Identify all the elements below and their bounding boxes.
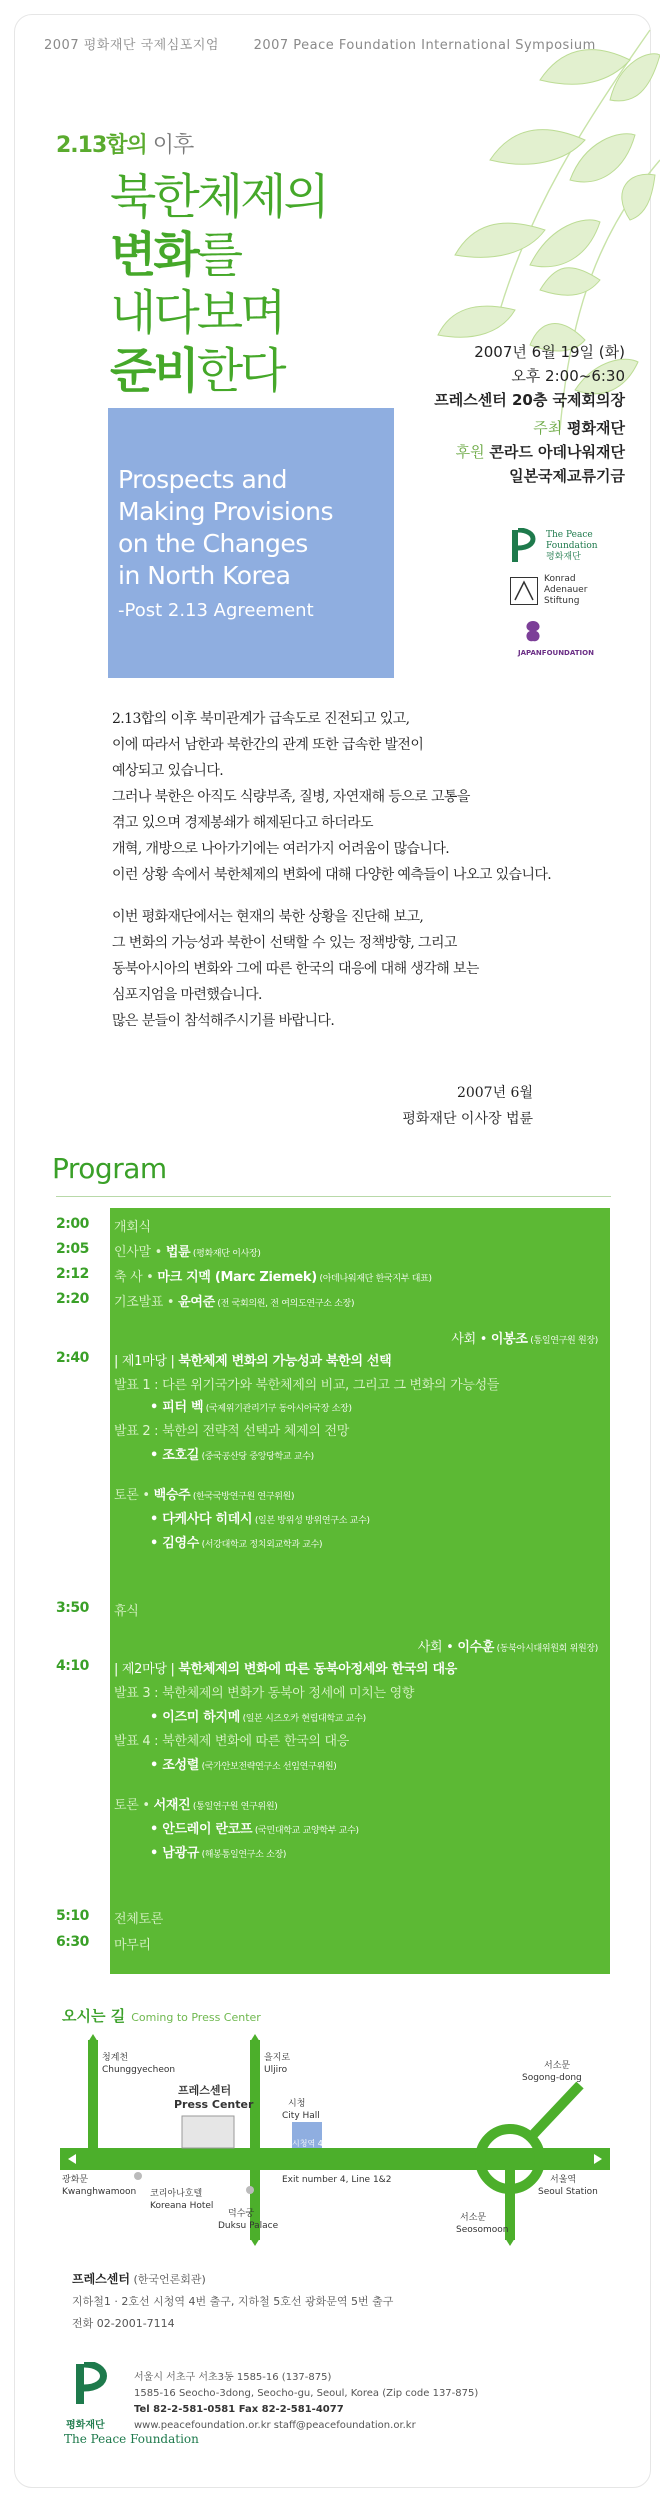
footer-contact <box>134 2370 478 2434</box>
chair-label: 사회 • <box>417 1640 458 1655</box>
pf-logo-line2: Foundation <box>546 540 598 551</box>
presenter: • 조성렬 <box>150 1758 200 1773</box>
program-row <box>150 1532 322 1551</box>
press-center-address <box>72 2268 393 2335</box>
japan-foundation-logo <box>510 617 650 657</box>
time-label: 2:40 <box>56 1350 89 1366</box>
presenter-org: (중국공산당 중앙당학교 교수) <box>199 1452 314 1462</box>
p2-line: 동북아시아의 변화와 그에 따른 한국의 대응에 대해 생각해 보는 <box>112 961 479 977</box>
row-speaker: 법륜 <box>165 1245 191 1260</box>
map-label: Seoul Station <box>538 2187 598 2197</box>
jf-logo-text: JAPANFOUNDATION <box>518 649 594 657</box>
english-line-2: Making Provisions <box>118 497 334 526</box>
press-center-building <box>182 2116 234 2148</box>
chair-label: 사회 • <box>451 1332 491 1347</box>
duksu-marker <box>246 2186 254 2194</box>
host-name: 평화재단 <box>567 419 625 437</box>
panelist-org: (해봉통일연구소 소장) <box>199 1850 287 1860</box>
panelist: 백승주 <box>153 1488 191 1503</box>
title-subheading <box>56 128 193 159</box>
map-label: 프레스센터 <box>178 2084 232 2097</box>
map-label: Uljiro <box>264 2065 288 2075</box>
presentation-title: 발표 1 : 다른 위기국가와 북한체제의 비교, 그리고 그 변화의 가능성들 <box>114 1378 500 1393</box>
english-title-box <box>108 408 394 678</box>
panelist: • 다케사다 히데시 <box>150 1512 253 1527</box>
program-row <box>150 1706 366 1725</box>
program-row <box>114 1600 139 1619</box>
row-text: 개회식 <box>114 1220 151 1235</box>
subtitle-after: 이후 <box>146 133 194 158</box>
sponsor-line <box>434 440 625 464</box>
koreana-marker <box>134 2172 142 2180</box>
program-divider <box>56 1196 611 1197</box>
program-schedule <box>110 1208 610 1974</box>
title-line2-a: 변화 <box>110 227 197 283</box>
chair-name: 이수훈 <box>457 1640 495 1655</box>
english-line-1: Prospects and <box>118 465 287 494</box>
sponsor-line-2 <box>434 464 625 488</box>
sign-name: 평화재단 이사장 법륜 <box>402 1111 533 1127</box>
map-label: Seosomoon <box>456 2225 509 2235</box>
program-row <box>114 1794 277 1813</box>
map-label: 덕수궁 <box>228 2209 255 2219</box>
road-uljiro <box>250 2040 260 2150</box>
program-row <box>150 1818 359 1837</box>
map-label: 시청 <box>288 2099 306 2109</box>
host-label: 주최 <box>533 419 563 437</box>
map-label: 광화문 <box>62 2175 89 2185</box>
footer-tel: Tel 82-2-581-0581 Fax 82-2-581-4077 <box>134 2404 344 2415</box>
panelist-org: (국민대학교 교양학부 교수) <box>252 1826 359 1836</box>
time-label: 5:10 <box>56 1908 89 1924</box>
p2-line: 이번 평화재단에서는 현재의 북한 상황을 진단해 보고, <box>112 909 424 925</box>
presenter-org: (일본 시즈오카 현립대학교 교수) <box>240 1714 366 1724</box>
program-row <box>150 1842 286 1861</box>
title-line4-b: 한다 <box>196 343 284 399</box>
venue-text: 프레스센터 20층 국제회의장 <box>434 391 625 409</box>
ka-logo-line3: Stiftung <box>544 596 580 606</box>
map-label: 청계천 <box>102 2053 129 2063</box>
program-row <box>150 1444 314 1463</box>
phone-info: 전화 02-2001-7114 <box>72 2317 175 2330</box>
panelist-org: (통일연구원 연구위원) <box>190 1802 278 1812</box>
location-map <box>60 2030 610 2250</box>
peace-foundation-logo <box>510 528 650 564</box>
peace-foundation-icon <box>510 528 540 564</box>
address-title: 프레스센터 <box>72 2272 130 2286</box>
pf-logo-line1: The Peace <box>546 529 593 540</box>
session-label: | 제1마당 | <box>114 1354 179 1369</box>
title-line3: 내다보며 <box>110 285 284 341</box>
footer <box>64 2360 624 2450</box>
sponsor-logos <box>510 528 650 657</box>
footer-org-kr: 평화재단 <box>66 2420 105 2431</box>
road-sogong <box>530 2085 580 2138</box>
program-row <box>114 1908 163 1927</box>
p2-line: 그 변화의 가능성과 북한이 선택할 수 있는 정책방향, 그리고 <box>112 935 457 951</box>
time-label: 2:20 <box>56 1291 89 1307</box>
road-chunggyecheon <box>88 2040 98 2150</box>
presentation-title: 발표 4 : 북한체제 변화에 따른 한국의 대응 <box>114 1734 350 1749</box>
row-label: 인사말 • <box>114 1245 166 1260</box>
break-label: 휴식 <box>114 1604 139 1619</box>
map-label: 시청역 4번 출구 50m앞 <box>292 2139 377 2148</box>
row-org: (평화재단 이사장) <box>190 1249 261 1259</box>
p1-line: 예상되고 있습니다. <box>112 763 224 779</box>
map-label: 서울역 <box>550 2175 577 2185</box>
header-english: 2007 Peace Foundation International Symposium <box>253 38 596 53</box>
subtitle-agreement: 2.13합의 <box>56 133 147 158</box>
map-label: 을지로 <box>264 2053 291 2063</box>
program-row <box>150 1754 336 1773</box>
panelist: • 안드레이 란코프 <box>150 1822 253 1837</box>
arrow-down-icon <box>250 2238 260 2246</box>
directions-title: 오시는 길 <box>62 2007 126 2025</box>
session-label: | 제2마당 | <box>114 1662 179 1677</box>
map-label: Press Center <box>174 2098 254 2111</box>
panelist: 서재진 <box>153 1798 191 1813</box>
directions-heading <box>62 2005 261 2026</box>
map-label: Exit number 4, Line 1&2 <box>282 2175 392 2185</box>
panelist-org: (일본 방위성 방위연구소 교수) <box>252 1516 370 1526</box>
arrow-up-icon <box>88 2034 98 2042</box>
p1-line: 겪고 있으며 경제봉쇄가 해제된다고 하더라도 <box>112 815 373 831</box>
map-label: 코리아나호텔 <box>150 2189 203 2199</box>
invitation-paragraph-2 <box>112 904 632 1034</box>
row-org: (아데나워재단 한국지부 대표) <box>316 1274 432 1284</box>
host-line <box>434 416 625 440</box>
panel-label: 토론 • <box>114 1488 154 1503</box>
arrow-down-icon <box>505 2238 515 2246</box>
program-row <box>114 1934 151 1953</box>
program-row <box>114 1374 499 1393</box>
presenter: • 이즈미 하지메 <box>150 1710 241 1725</box>
p1-line: 개혁, 개방으로 나아가기에는 여러가지 어려움이 많습니다. <box>112 841 450 857</box>
sign-date: 2007년 6월 <box>456 1085 533 1101</box>
panelist-org: (서강대학교 정치외교학과 교수) <box>199 1540 323 1550</box>
program-row <box>114 1420 349 1439</box>
program-row <box>114 1484 294 1503</box>
program-heading: Program <box>52 1152 167 1185</box>
row-org: (전 국회의원, 전 여의도연구소 소장) <box>214 1299 355 1309</box>
session-title: 북한체제 변화의 가능성과 북한의 선택 <box>178 1354 392 1369</box>
row-speaker: 윤여준 <box>178 1295 215 1310</box>
main-title <box>110 168 327 400</box>
arrow-up-icon <box>250 2034 260 2042</box>
row-text: 전체토론 <box>114 1912 164 1927</box>
japan-foundation-icon <box>518 617 548 645</box>
presenter: • 조호길 <box>150 1448 200 1463</box>
title-line4-a: 준비 <box>110 343 197 399</box>
p1-line: 이런 상황 속에서 북한체제의 변화에 대해 다양한 예측들이 나오고 있습니다. <box>112 867 552 883</box>
presentation-title: 발표 3 : 북한체제의 변화가 동북아 정세에 미치는 영향 <box>114 1686 415 1701</box>
time-label: 3:50 <box>56 1600 89 1616</box>
session1-title <box>114 1350 391 1369</box>
sponsor-label: 후원 <box>455 443 485 461</box>
map-label: City Hall <box>282 2111 320 2121</box>
p2-line: 많은 분들이 참석해주시기를 바랍니다. <box>112 1013 335 1029</box>
main-road <box>60 2148 610 2170</box>
footer-org-en: The Peace Foundation <box>64 2432 199 2446</box>
row-label: 기조발표 • <box>114 1295 179 1310</box>
english-line-4: in North Korea <box>118 561 291 590</box>
program-row <box>150 1396 352 1415</box>
footer-web: www.peacefoundation.or.kr staff@peacefoundation.or.kr <box>134 2420 416 2431</box>
ka-logo-line1: Konrad <box>544 574 576 584</box>
time-label: 2:05 <box>56 1241 89 1257</box>
peace-foundation-logo-icon <box>72 2362 112 2406</box>
program-row <box>114 1682 414 1701</box>
title-line1-a: 북한체제 <box>110 169 284 225</box>
p1-line: 2.13합의 이후 북미관계가 급속도로 진전되고 있고, <box>112 711 410 727</box>
time-label: 4:10 <box>56 1658 89 1674</box>
panelist: • 김영수 <box>150 1536 200 1551</box>
map-label: Sogong-dong <box>522 2073 582 2083</box>
presentation-title: 발표 2 : 북한의 전략적 선택과 체제의 전망 <box>114 1424 350 1439</box>
p2-line: 심포지엄을 마련했습니다. <box>112 987 262 1003</box>
map-label: 서소문 <box>460 2213 487 2223</box>
footer-address-en: 1585-16 Seocho-3dong, Seocho-gu, Seoul, Korea (Zip code 137-875) <box>134 2388 479 2399</box>
english-subtitle: -Post 2.13 Agreement <box>118 600 314 621</box>
session-title: 북한체제의 변화에 따른 동북아정세와 한국의 대응 <box>178 1662 457 1677</box>
presenter: • 피터 벡 <box>150 1400 204 1415</box>
chair-org: (통일연구원 원장) <box>527 1336 598 1346</box>
row-speaker: 마크 지멕 (Marc Ziemek) <box>157 1270 317 1285</box>
directions-title-en: Coming to Press Center <box>131 2011 261 2024</box>
program-row <box>114 1291 354 1310</box>
header-korean: 2007 평화재단 국제심포지엄 <box>44 38 219 53</box>
program-row <box>114 1216 151 1235</box>
presenter-org: (국제위기관리기구 동아시아국장 소장) <box>203 1404 352 1414</box>
time-label: 2:12 <box>56 1266 89 1282</box>
ka-logo-line2: Adenauer <box>544 585 588 595</box>
time-label: 2:00 <box>56 1216 89 1232</box>
adenauer-icon <box>510 577 538 605</box>
footer-address-kr: 서울시 서초구 서초3동 1585-16 (137-875) <box>134 2372 332 2383</box>
event-venue <box>434 388 625 412</box>
signature-block <box>402 1080 533 1132</box>
p1-line: 이에 따라서 남한과 북한간의 관계 또한 급속한 발전이 <box>112 737 424 753</box>
session1-chair <box>451 1328 598 1347</box>
presenter-org: (국가안보전략연구소 선임연구위원) <box>199 1762 337 1772</box>
sponsor-1: 콘라드 아데나워재단 <box>489 443 625 461</box>
row-label: 축 사 • <box>114 1270 158 1285</box>
chair-org: (동북아시대위원회 위원장) <box>494 1644 598 1654</box>
p1-line: 그러나 북한은 아직도 식량부족, 질병, 자연재해 등으로 고통을 <box>112 789 470 805</box>
program-row <box>150 1508 370 1527</box>
map-label: 서소문 <box>544 2061 571 2071</box>
panelist-org: (한국국방연구원 연구위원) <box>190 1492 295 1502</box>
event-time: 오후 2:00~6:30 <box>511 367 625 385</box>
map-label: Koreana Hotel <box>150 2201 214 2211</box>
chair-name: 이봉조 <box>490 1332 528 1347</box>
event-info <box>434 340 625 488</box>
title-line1-b: 의 <box>283 169 327 225</box>
session2-chair <box>418 1636 598 1655</box>
program-row <box>114 1266 432 1285</box>
row-text: 마무리 <box>114 1938 151 1953</box>
invitation-text <box>112 706 632 1050</box>
sponsor-2: 일본국제교류기금 <box>509 467 625 485</box>
panel-label: 토론 • <box>114 1798 154 1813</box>
subway-info: 지하철1 · 2호선 시청역 4번 출구, 지하철 5호선 광화문역 5번 출구 <box>72 2295 394 2308</box>
panelist: • 남광규 <box>150 1846 200 1861</box>
map-label: Kwanghwamoon <box>62 2187 137 2197</box>
event-date: 2007년 6월 19일 (화) <box>474 343 625 361</box>
english-title <box>118 464 333 592</box>
program-row <box>114 1730 349 1749</box>
address-subtitle: (한국언론회관) <box>129 2273 206 2286</box>
session2-title <box>114 1658 457 1677</box>
pf-logo-line3: 평화재단 <box>546 551 581 562</box>
program-row <box>114 1241 261 1260</box>
map-label: Duksu Palace <box>218 2221 279 2231</box>
map-label: Chunggyecheon <box>102 2065 176 2075</box>
title-line2-b: 를 <box>196 227 241 283</box>
english-line-3: on the Changes <box>118 529 308 558</box>
time-label: 6:30 <box>56 1934 89 1950</box>
invitation-paragraph-1 <box>112 706 632 888</box>
konrad-adenauer-logo <box>510 574 650 607</box>
